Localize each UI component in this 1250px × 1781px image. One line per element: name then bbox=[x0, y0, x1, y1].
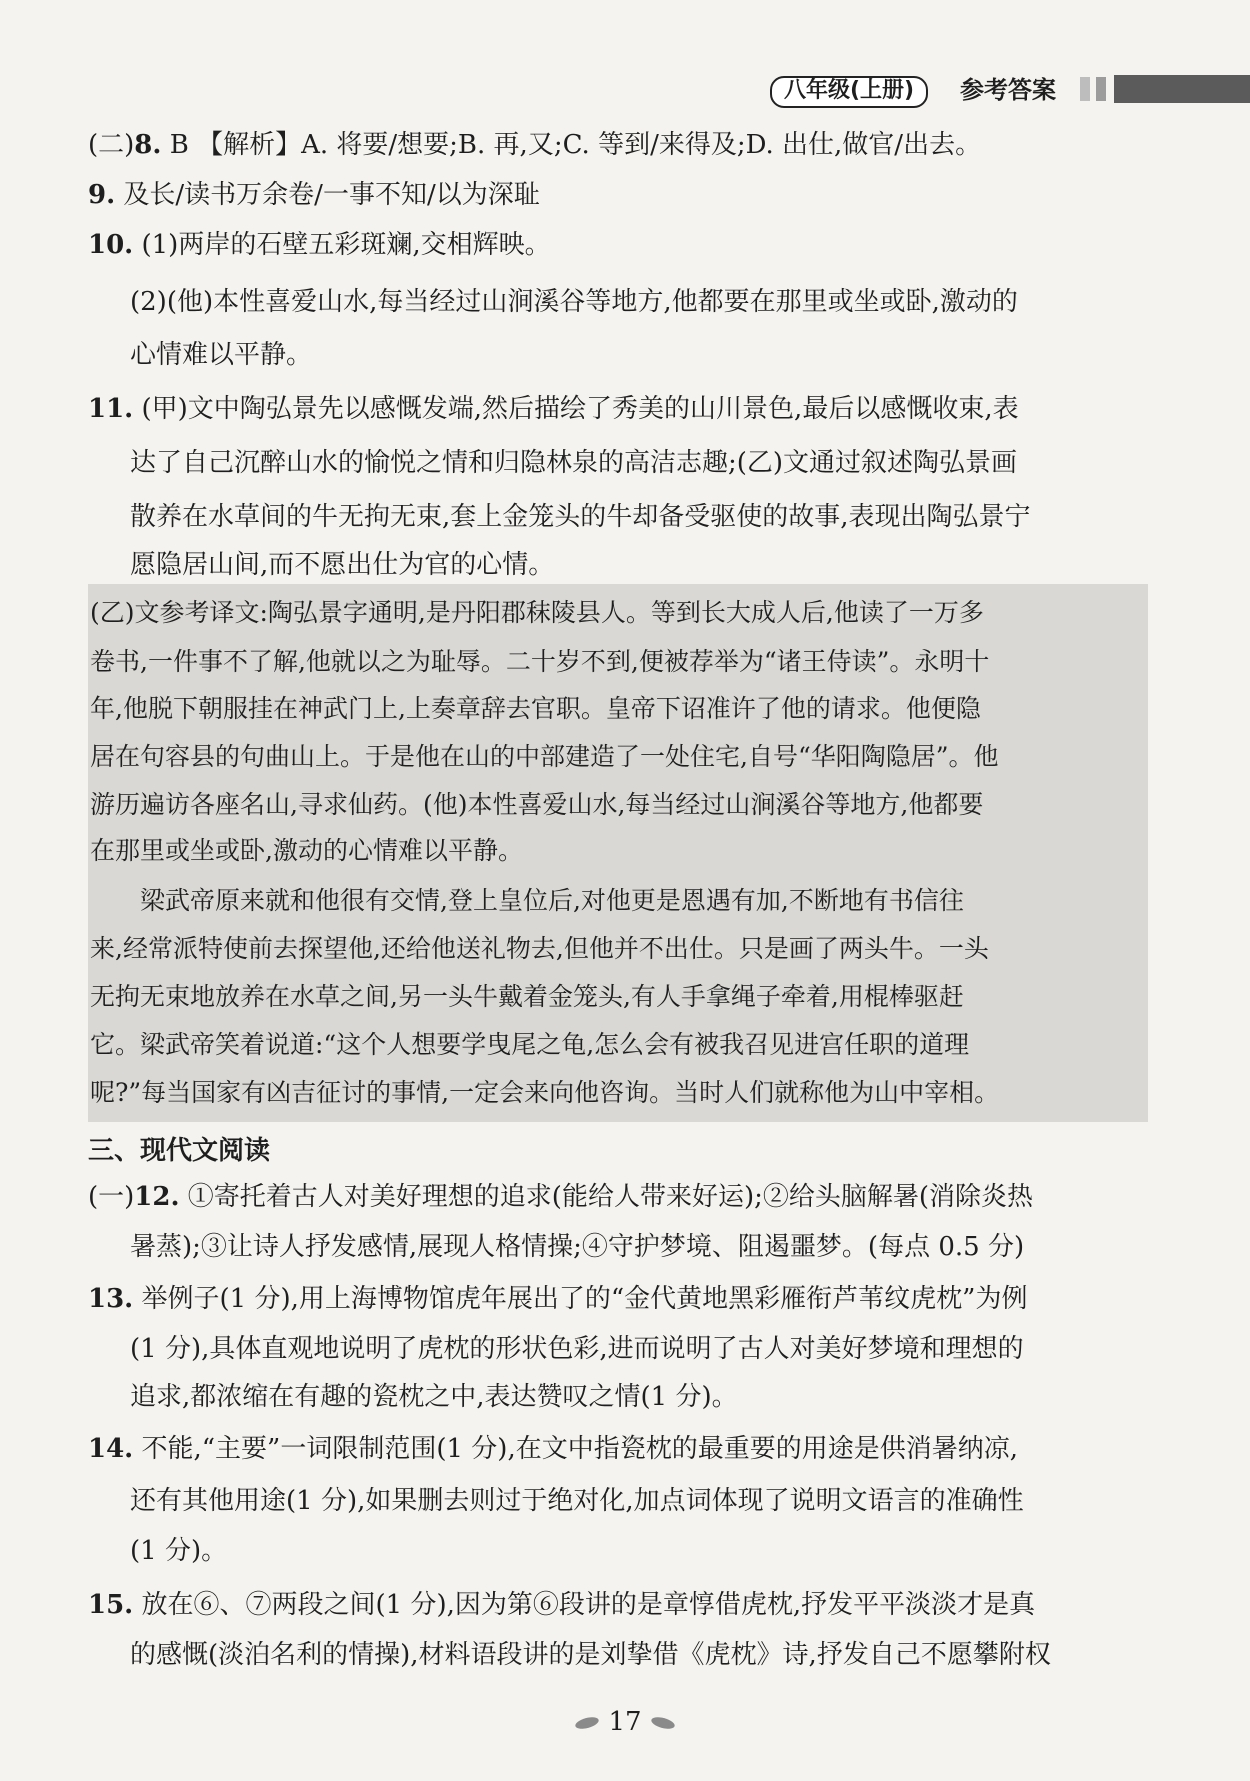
answer-line: 暑蒸);③让诗人抒发感情,展现人格情操;④守护梦境、阻遏噩梦。(每点 0.5 分) bbox=[130, 1232, 1025, 1262]
answer-line: (1 分),具体直观地说明了虎枕的形状色彩,进而说明了古人对美好梦境和理想的 bbox=[130, 1334, 1024, 1364]
answer-line bbox=[88, 228, 551, 262]
answer-number: 15. bbox=[88, 1590, 134, 1620]
translation-line: 卷书,一件事不了解,他就以之为耻辱。二十岁不到,便被荐举为“诸王侍读”。永明十 bbox=[90, 647, 990, 676]
answer-line bbox=[88, 178, 540, 212]
translation-line: 梁武帝原来就和他很有交情,登上皇位后,对他更是恩遇有加,不断地有书信往 bbox=[140, 886, 964, 915]
answer-prefix: (一) bbox=[88, 1182, 135, 1212]
answer-text: B 【解析】A. 将要/想要;B. 再,又;C. 等到/来得及;D. 出仕,做官/出去。 bbox=[161, 130, 982, 160]
answer-text: ①寄托着古人对美好理想的追求(能给人带来好运);②给头脑解暑(消除炎热 bbox=[179, 1182, 1033, 1212]
translation-line: 游历遍访各座名山,寻求仙药。(他)本性喜爱山水,每当经过山涧溪谷等地方,他都要 bbox=[90, 790, 984, 819]
translation-line: 居在句容县的句曲山上。于是他在山的中部建造了一处住宅,自号“华阳陶隐居”。他 bbox=[90, 742, 999, 771]
answer-line: 散养在水草间的牛无拘无束,套上金笼头的牛却备受驱使的故事,表现出陶弘景宁 bbox=[130, 502, 1031, 532]
answer-line: 愿隐居山间,而不愿出仕为官的心情。 bbox=[130, 550, 555, 580]
answer-text: 举例子(1 分),用上海博物馆虎年展出了的“金代黄地黑彩雁衔芦苇纹虎枕”为例 bbox=[133, 1284, 1028, 1314]
answer-number: 9. bbox=[88, 180, 116, 210]
answer-line: 心情难以平静。 bbox=[130, 340, 313, 370]
answer-prefix: (二) bbox=[88, 130, 135, 160]
answer-line bbox=[88, 392, 1019, 426]
page-number: 17 bbox=[608, 1707, 642, 1737]
answer-text: 放在⑥、⑦两段之间(1 分),因为第⑥段讲的是章惇借虎枕,抒发平平淡淡才是真 bbox=[133, 1590, 1036, 1620]
answer-line bbox=[88, 1180, 1033, 1214]
header-bar-mid bbox=[1096, 77, 1106, 101]
answer-text: 及长/读书万余卷/一事不知/以为深耻 bbox=[115, 180, 540, 210]
leaf-left-icon bbox=[574, 1716, 600, 1730]
answer-line bbox=[88, 128, 981, 162]
answer-number: 12. bbox=[134, 1182, 180, 1212]
grade-label: 八年级(上册) bbox=[770, 76, 928, 108]
answer-line: 追求,都浓缩在有趣的瓷枕之中,表达赞叹之情(1 分)。 bbox=[130, 1382, 738, 1412]
leaf-right-icon bbox=[650, 1716, 676, 1730]
answer-line: 达了自己沉醉山水的愉悦之情和归隐林泉的高洁志趣;(乙)文通过叙述陶弘景画 bbox=[130, 448, 1018, 478]
header-title: 参考答案 bbox=[960, 76, 1056, 104]
translation-line: 无拘无束地放养在水草之间,另一头牛戴着金笼头,有人手拿绳子牵着,用棍棒驱赶 bbox=[90, 982, 964, 1011]
answer-number: 13. bbox=[88, 1284, 134, 1314]
translation-line: 在那里或坐或卧,激动的心情难以平静。 bbox=[90, 836, 523, 865]
answer-number: 8. bbox=[134, 130, 162, 160]
answer-number: 10. bbox=[88, 230, 134, 260]
answer-line: 还有其他用途(1 分),如果删去则过于绝对化,加点词体现了说明文语言的准确性 bbox=[130, 1486, 1024, 1516]
translation-line: 它。梁武帝笑着说道:“这个人想要学曳尾之龟,怎么会有被我召见进宫任职的道理 bbox=[90, 1030, 970, 1059]
section-title: 三、现代文阅读 bbox=[88, 1136, 271, 1166]
answer-number: 14. bbox=[88, 1434, 134, 1464]
translation-line: 呢?”每当国家有凶吉征讨的事情,一定会来向他咨询。当时人们就称他为山中宰相。 bbox=[90, 1078, 1000, 1107]
answer-line: 的感慨(淡泊名利的情操),材料语段讲的是刘挚借《虎枕》诗,抒发自己不愿攀附权 bbox=[130, 1640, 1051, 1670]
answer-line: (1 分)。 bbox=[130, 1536, 228, 1566]
page-footer bbox=[0, 1707, 1250, 1737]
answer-text: (甲)文中陶弘景先以感慨发端,然后描绘了秀美的山川景色,最后以感慨收束,表 bbox=[133, 394, 1019, 424]
header-bar-dark bbox=[1114, 75, 1250, 103]
translation-line: 来,经常派特使前去探望他,还给他送礼物去,但他并不出仕。只是画了两头牛。一头 bbox=[90, 934, 989, 963]
answer-line bbox=[88, 1432, 1018, 1466]
answer-text: (1)两岸的石壁五彩斑斓,交相辉映。 bbox=[133, 230, 551, 260]
answer-line bbox=[88, 1588, 1035, 1622]
translation-line: (乙)文参考译文:陶弘景字通明,是丹阳郡秣陵县人。等到长大成人后,他读了一万多 bbox=[90, 598, 984, 627]
answer-line: (2)(他)本性喜爱山水,每当经过山涧溪谷等地方,他都要在那里或坐或卧,激动的 bbox=[130, 287, 1018, 317]
answer-text: 不能,“主要”一词限制范围(1 分),在文中指瓷枕的最重要的用途是供消暑纳凉, bbox=[133, 1434, 1018, 1464]
answer-number: 11. bbox=[88, 394, 134, 424]
translation-line: 年,他脱下朝服挂在神武门上,上奏章辞去官职。皇帝下诏准许了他的请求。他便隐 bbox=[90, 694, 981, 723]
answer-line bbox=[88, 1282, 1027, 1316]
header-decoration bbox=[1080, 75, 1250, 105]
header-bar-light bbox=[1080, 77, 1090, 101]
